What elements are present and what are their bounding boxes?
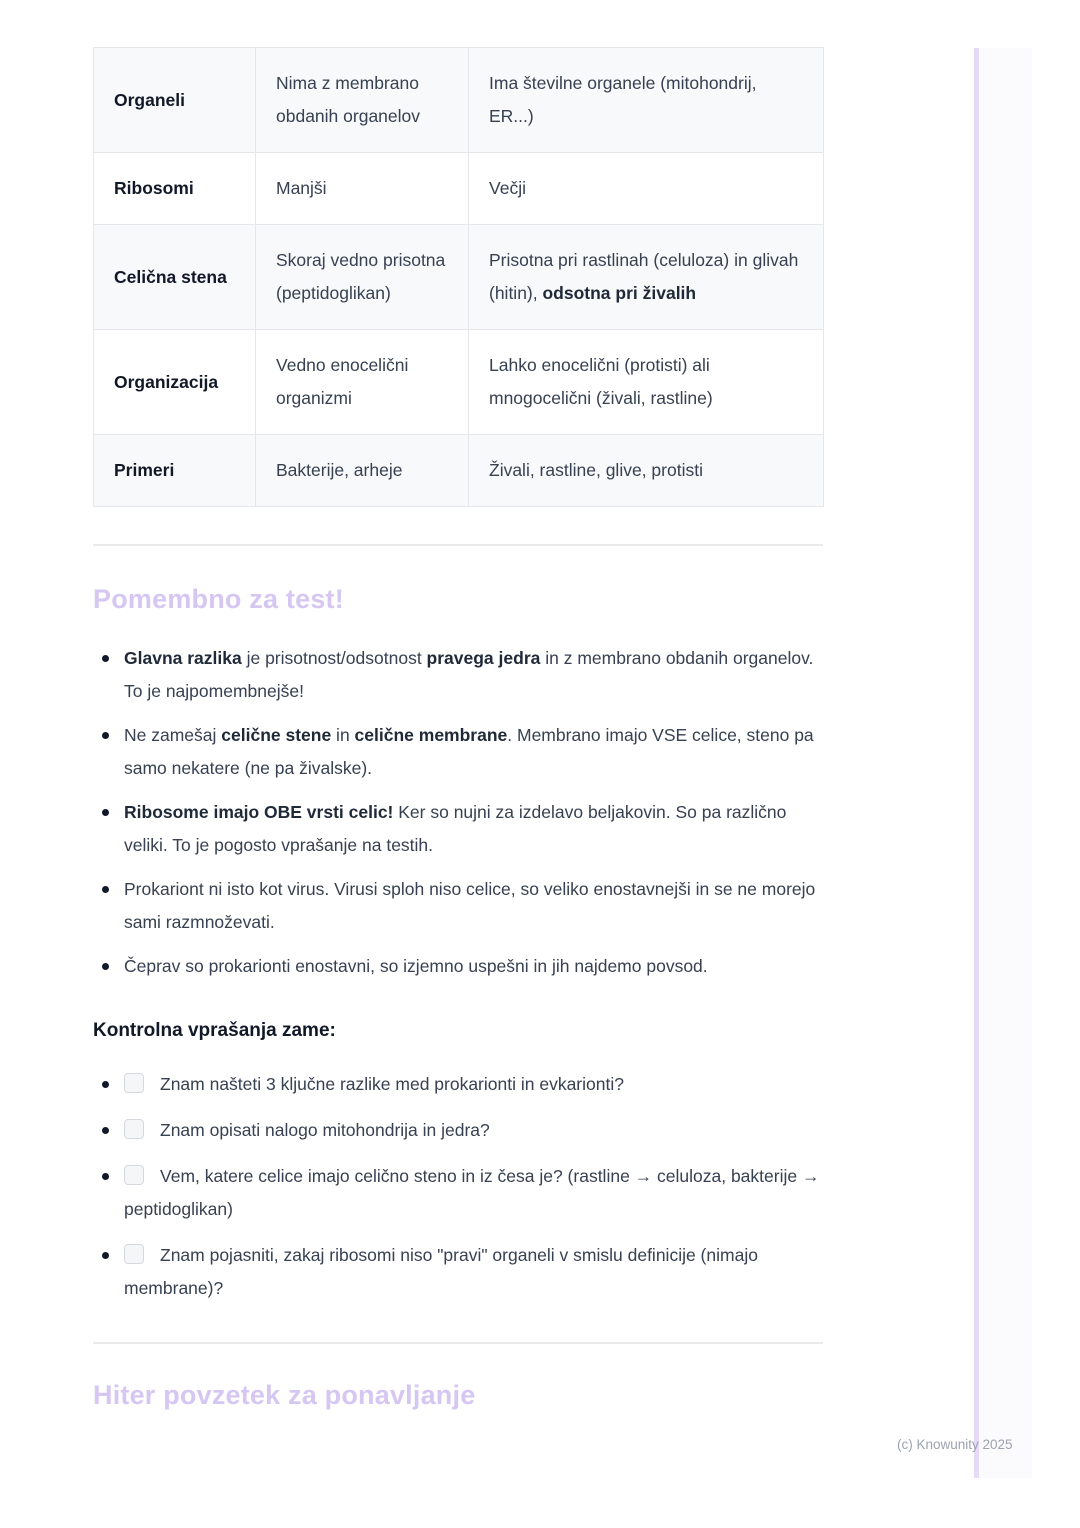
feature-cell: Celična stena — [94, 225, 256, 330]
checklist-item — [93, 1239, 823, 1305]
important-bullet-list — [93, 642, 823, 983]
checkbox[interactable] — [124, 1073, 144, 1093]
prokaryote-eukaryote-comparison-table — [93, 47, 824, 507]
table-row — [94, 153, 824, 225]
bullet-item: Prokariont ni isto kot virus. Virusi sploh niso celice, so veliko enostavnejši in se ne morejo sami razmnoževati. — [93, 873, 823, 939]
checklist-item-label: Znam opisati nalogo mitohondrija in jedra? — [160, 1120, 490, 1140]
checklist-heading: Kontrolna vprašanja zame: — [93, 1020, 336, 1041]
bullet-item: Ribosome imajo OBE vrsti celic! Ker so nujni za izdelavo beljakovin. So pa različno veliki. To je pogosto vprašanje na testih. — [93, 796, 823, 862]
prokaryote-cell: Bakterije, arheje — [256, 435, 469, 507]
checklist-item — [93, 1068, 823, 1101]
page-content — [93, 47, 823, 1411]
next-page-edge — [979, 48, 1032, 1478]
prokaryote-cell: Vedno enocelični organizmi — [256, 330, 469, 435]
checkbox[interactable] — [124, 1244, 144, 1264]
eukaryote-cell: Živali, rastline, glive, protisti — [469, 435, 824, 507]
feature-cell: Primeri — [94, 435, 256, 507]
checklist-item-label: Vem, katere celice imajo celično steno in iz česa je? (rastline → celuloza, bakterije → peptidoglikan) — [124, 1166, 820, 1219]
table-row — [94, 225, 824, 330]
section-heading-important: Pomembno za test! — [93, 584, 344, 614]
table-body — [94, 48, 824, 507]
checklist-item-label: Znam pojasniti, zakaj ribosomi niso "pravi" organeli v smislu definicije (nimajo membrane)? — [124, 1245, 758, 1298]
checklist-item-label: Znam našteti 3 ključne razlike med prokarionti in evkarionti? — [160, 1074, 624, 1094]
footer-copyright: (c) Knowunity 2025 — [897, 1437, 1013, 1452]
section-heading-summary: Hiter povzetek za ponavljanje — [93, 1380, 476, 1410]
feature-cell: Ribosomi — [94, 153, 256, 225]
bullet-item: Glavna razlika je prisotnost/odsotnost pravega jedra in z membrano obdanih organelov. To je najpomembnejše! — [93, 642, 823, 708]
vertical-accent-line — [974, 48, 979, 1478]
table-row — [94, 48, 824, 153]
eukaryote-cell: Ima številne organele (mitohondrij, ER...) — [469, 48, 824, 153]
table-row — [94, 435, 824, 507]
checklist-item — [93, 1160, 823, 1226]
eukaryote-cell: Prisotna pri rastlinah (celuloza) in glivah (hitin), odsotna pri živalih — [469, 225, 824, 330]
checkbox[interactable] — [124, 1165, 144, 1185]
checklist-item — [93, 1114, 823, 1147]
prokaryote-cell: Manjši — [256, 153, 469, 225]
feature-cell: Organizacija — [94, 330, 256, 435]
prokaryote-cell: Nima z membrano obdanih organelov — [256, 48, 469, 153]
checkbox[interactable] — [124, 1119, 144, 1139]
prokaryote-cell: Skoraj vedno prisotna (peptidoglikan) — [256, 225, 469, 330]
table-row — [94, 330, 824, 435]
bullet-item: Ne zamešaj celične stene in celične membrane. Membrano imajo VSE celice, steno pa samo nekatere (ne pa živalske). — [93, 719, 823, 785]
bullet-item: Čeprav so prokarionti enostavni, so izjemno uspešni in jih najdemo povsod. — [93, 950, 823, 983]
checklist — [93, 1068, 823, 1305]
eukaryote-cell: Večji — [469, 153, 824, 225]
feature-cell: Organeli — [94, 48, 256, 153]
section-divider-top — [93, 544, 823, 546]
eukaryote-cell: Lahko enocelični (protisti) ali mnogocelični (živali, rastline) — [469, 330, 824, 435]
section-divider-bottom — [93, 1342, 823, 1344]
